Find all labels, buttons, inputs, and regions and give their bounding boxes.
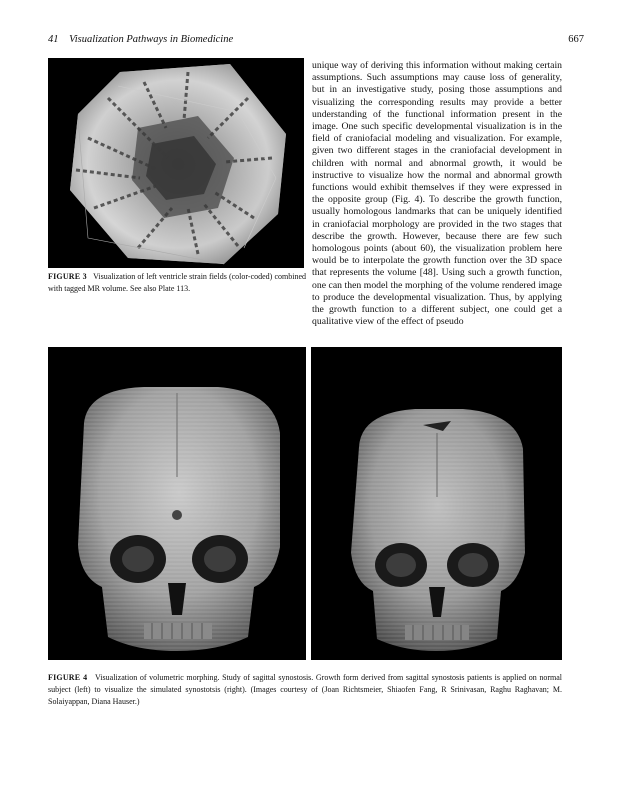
running-header xyxy=(48,34,233,45)
figure-3-label: FIGURE 3 xyxy=(48,272,87,281)
chapter-title: Visualization Pathways in Biomedicine xyxy=(69,34,234,45)
figure-4-right-image xyxy=(311,347,562,660)
figure-4-caption-text: Visualization of volumetric morphing. Study of sagittal synostosis. Growth form derived from sagittal synostosis patients is applied on normal subject (left) to visualize the simulated synostotsis (right). (Images courtesy of (Joan Richtsmeier, Shiaofen Fang, R Srinivasan, Raghu Raghavan; M. Solaiyappan, Diana Hauser.) xyxy=(48,673,562,706)
figure-4-caption xyxy=(48,672,562,708)
figure-3-caption-text: Visualization of left ventricle strain fields (color-coded) combined with tagged MR volume. See also Plate 113. xyxy=(48,272,307,293)
body-paragraph: unique way of deriving this information without making certain assumptions. Such assumptions may cause loss of generality, but in an investigative study, posing those assumptions and visualizing the corresponding results may provide a better understanding of the functional information present in the image. One such specific developmental visualization is in the field of craniofacial modeling and visualization. For example, given two different stages in the craniofacial development in children with normal and abnormal growth, it would be instructive to visualize how the normal and abnormal growth functions would exhibit themselves if they were expressed in the opposite group (Fig. 4). To describe the growth function, usually homologous landmarks that can be uniquely identified in craniofacial morphology are provided in the two stages that describe the growth. However, because there are few such homologous points (about 60), the visualization problem here would be to interpolate the growth function over the 3D space that represents the volume [48]. Using such a growth function, one can then model the morphing of the volume rendered image to produce the developmental visualization. Thus, by applying the growth function to a different subject, one could get a qualitative view of the effect of pseudo xyxy=(312,60,562,328)
page-number: 667 xyxy=(568,34,584,45)
body-text-column xyxy=(312,60,562,328)
figure-4-left-image xyxy=(48,347,306,660)
figure-3-image xyxy=(48,58,304,268)
figure-4-label: FIGURE 4 xyxy=(48,673,88,682)
figure-3-caption xyxy=(48,271,306,294)
chapter-number: 41 xyxy=(48,34,59,45)
